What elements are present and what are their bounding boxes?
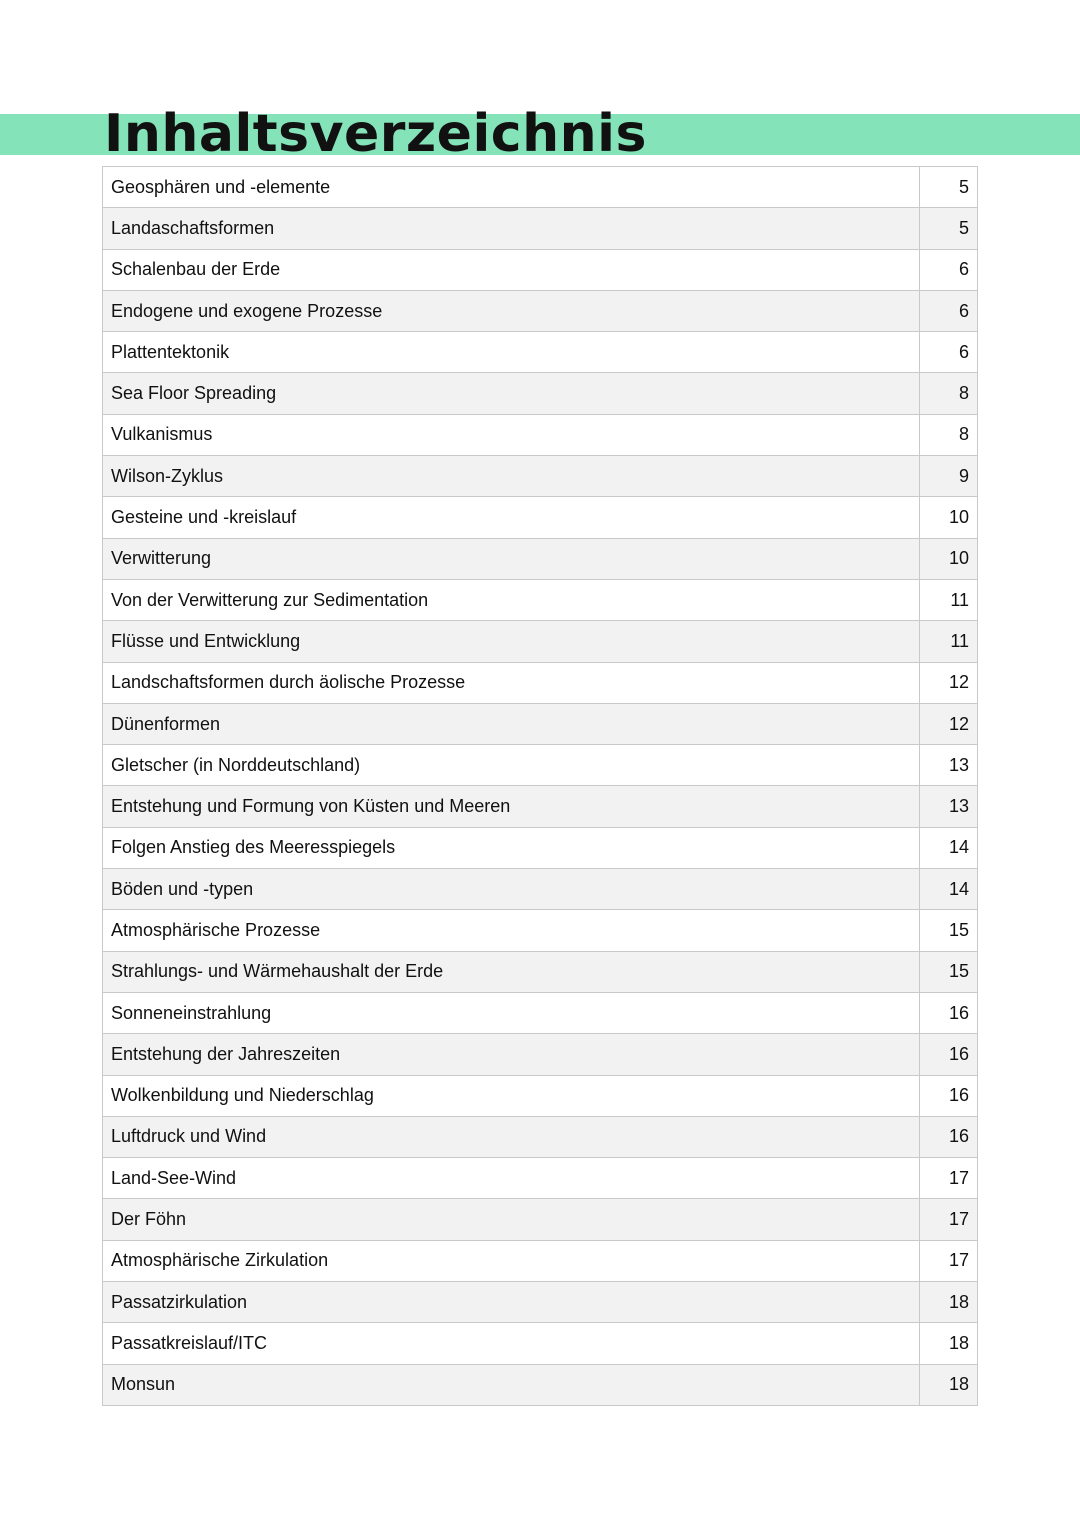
- toc-entry-title: Der Föhn: [103, 1199, 920, 1240]
- table-row: [103, 290, 978, 331]
- toc-entry-title: Strahlungs- und Wärmehaushalt der Erde: [103, 951, 920, 992]
- toc-entry-page: 13: [920, 745, 978, 786]
- toc-entry-title: Wolkenbildung und Niederschlag: [103, 1075, 920, 1116]
- toc-entry-page: 9: [920, 456, 978, 497]
- toc-entry-title: Vulkanismus: [103, 414, 920, 455]
- toc-entry-page: 11: [920, 579, 978, 620]
- toc-entry-title: Dünenformen: [103, 703, 920, 744]
- toc-entry-page: 16: [920, 1075, 978, 1116]
- table-row: [103, 249, 978, 290]
- toc-entry-page: 6: [920, 332, 978, 373]
- toc-entry-page: 15: [920, 951, 978, 992]
- table-row: [103, 827, 978, 868]
- toc-entry-page: 8: [920, 373, 978, 414]
- toc-entry-title: Geosphären und -elemente: [103, 167, 920, 208]
- toc-entry-page: 16: [920, 1034, 978, 1075]
- table-row: [103, 910, 978, 951]
- toc-entry-title: Von der Verwitterung zur Sedimentation: [103, 579, 920, 620]
- toc-entry-page: 6: [920, 249, 978, 290]
- toc-entry-page: 10: [920, 538, 978, 579]
- toc-entry-title: Sonneneinstrahlung: [103, 992, 920, 1033]
- toc-entry-title: Sea Floor Spreading: [103, 373, 920, 414]
- table-row: [103, 951, 978, 992]
- toc-entry-title: Böden und -typen: [103, 869, 920, 910]
- toc-entry-page: 17: [920, 1199, 978, 1240]
- table-row: [103, 745, 978, 786]
- table-row: [103, 869, 978, 910]
- table-of-contents: [102, 166, 978, 1406]
- toc-entry-page: 18: [920, 1364, 978, 1405]
- toc-entry-page: 12: [920, 662, 978, 703]
- table-row: [103, 579, 978, 620]
- toc-entry-title: Atmosphärische Zirkulation: [103, 1240, 920, 1281]
- table-row: [103, 1075, 978, 1116]
- table-row: [103, 332, 978, 373]
- table-row: [103, 373, 978, 414]
- table-row: [103, 414, 978, 455]
- table-row: [103, 1282, 978, 1323]
- toc-entry-title: Monsun: [103, 1364, 920, 1405]
- table-row: [103, 1240, 978, 1281]
- table-row: [103, 1199, 978, 1240]
- toc-entry-page: 18: [920, 1282, 978, 1323]
- toc-entry-title: Atmosphärische Prozesse: [103, 910, 920, 951]
- table-row: [103, 1116, 978, 1157]
- table-row: [103, 1364, 978, 1405]
- toc-entry-title: Gletscher (in Norddeutschland): [103, 745, 920, 786]
- toc-entry-title: Landschaftsformen durch äolische Prozesse: [103, 662, 920, 703]
- toc-entry-page: 16: [920, 1116, 978, 1157]
- toc-entry-page: 10: [920, 497, 978, 538]
- toc-entry-page: 6: [920, 290, 978, 331]
- table-row: [103, 662, 978, 703]
- toc-entry-page: 18: [920, 1323, 978, 1364]
- toc-entry-page: 17: [920, 1158, 978, 1199]
- table-row: [103, 1323, 978, 1364]
- toc-entry-page: 5: [920, 167, 978, 208]
- toc-entry-page: 15: [920, 910, 978, 951]
- toc-entry-page: 17: [920, 1240, 978, 1281]
- toc-entry-title: Landaschaftsformen: [103, 208, 920, 249]
- toc-entry-title: Plattentektonik: [103, 332, 920, 373]
- toc-entry-title: Verwitterung: [103, 538, 920, 579]
- table-row: [103, 992, 978, 1033]
- toc-entry-page: 16: [920, 992, 978, 1033]
- table-row: [103, 1034, 978, 1075]
- toc-entry-page: 14: [920, 869, 978, 910]
- table-row: [103, 456, 978, 497]
- toc-entry-title: Flüsse und Entwicklung: [103, 621, 920, 662]
- toc-entry-title: Wilson-Zyklus: [103, 456, 920, 497]
- toc-entry-title: Land-See-Wind: [103, 1158, 920, 1199]
- table-row: [103, 208, 978, 249]
- toc-entry-title: Luftdruck und Wind: [103, 1116, 920, 1157]
- toc-entry-page: 14: [920, 827, 978, 868]
- toc-entry-title: Gesteine und -kreislauf: [103, 497, 920, 538]
- table-row: [103, 621, 978, 662]
- toc-entry-title: Entstehung der Jahreszeiten: [103, 1034, 920, 1075]
- toc-entry-page: 13: [920, 786, 978, 827]
- table-row: [103, 786, 978, 827]
- toc-entry-title: Endogene und exogene Prozesse: [103, 290, 920, 331]
- toc-entry-title: Entstehung und Formung von Küsten und Meeren: [103, 786, 920, 827]
- toc-entry-page: 11: [920, 621, 978, 662]
- toc-body: [103, 167, 978, 1406]
- table-row: [103, 497, 978, 538]
- page-title: Inhaltsverzeichnis: [104, 104, 647, 164]
- table-row: [103, 703, 978, 744]
- toc-entry-title: Schalenbau der Erde: [103, 249, 920, 290]
- table-row: [103, 167, 978, 208]
- toc-entry-page: 12: [920, 703, 978, 744]
- table-row: [103, 1158, 978, 1199]
- toc-entry-title: Folgen Anstieg des Meeresspiegels: [103, 827, 920, 868]
- toc-entry-title: Passatzirkulation: [103, 1282, 920, 1323]
- toc-entry-page: 8: [920, 414, 978, 455]
- table-row: [103, 538, 978, 579]
- toc-entry-title: Passatkreislauf/ITC: [103, 1323, 920, 1364]
- toc-entry-page: 5: [920, 208, 978, 249]
